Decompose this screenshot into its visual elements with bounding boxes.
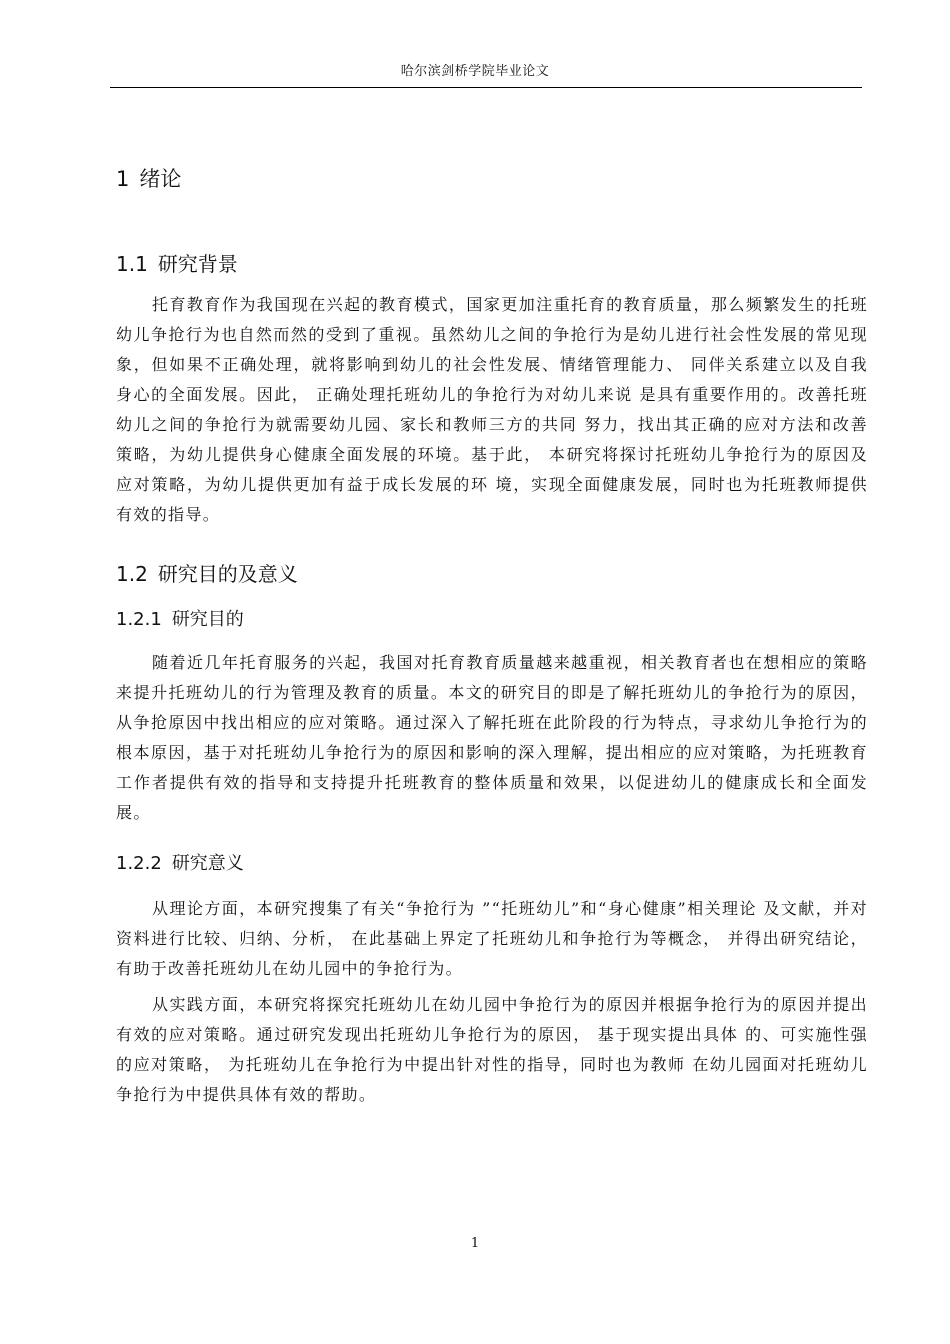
- section-title: 研究目的及意义: [157, 562, 298, 586]
- section-number: 1.2: [116, 562, 148, 586]
- chapter-heading: [116, 164, 181, 194]
- purpose-paragraph: 随着近几年托育服务的兴起，我国对托育教育质量越来越重视，相关教育者也在想相应的策略来提升托班幼儿的行为管理及教育的质量。本文的研究目的即是了解托班幼儿的争抢行为的原因，从争抢原因中找出相应的应对策略。通过深入了解托班在此阶段的行为特点，寻求幼儿争抢行为的根本原因，基于对托班幼儿争抢行为的原因和影响的深入理解，提出相应的应对策略，为托班教育工作者提供有效的指导和支持提升托班教育的整体质量和效果，以促进幼儿的健康成长和全面发展。: [116, 653, 868, 822]
- subsection-number: 1.2.2: [116, 853, 162, 874]
- subsection-title: 研究意义: [171, 853, 244, 874]
- section-heading-1-2: [116, 560, 298, 588]
- subsection-title: 研究目的: [171, 609, 244, 630]
- section-number: 1.1: [116, 252, 148, 276]
- theory-significance-paragraph: 从理论方面，本研究搜集了有关“争抢行为 ”“托班幼儿”和“身心健康”相关理论 及文献，并对资料进行比较、归纳、分析， 在此基础上界定了托班幼儿和争抢行为等概念， 并得出研究结论，有助于改善托班幼儿在幼儿园中的争抢行为。: [116, 899, 868, 978]
- page-number: 1: [470, 1236, 480, 1251]
- section-title: 研究背景: [157, 252, 238, 276]
- subsection-heading-1-2-1: [116, 607, 244, 633]
- section-heading-1-1: [116, 250, 238, 278]
- subsection-number: 1.2.1: [116, 609, 162, 630]
- practice-significance-paragraph: 从实践方面，本研究将探究托班幼儿在幼儿园中争抢行为的原因并根据争抢行为的原因并提出有效的应对策略。通过研究发现出托班幼儿争抢行为的原因， 基于现实提出具体 的、可实施性强的应对策略， 为托班幼儿在争抢行为中提出针对性的指导，同时也为教师 在幼儿园面对托班幼儿争抢行为中提供具体有效的帮助。: [116, 995, 868, 1104]
- chapter-number: 1: [116, 167, 130, 191]
- background-paragraph: 托育教育作为我国现在兴起的教育模式，国家更加注重托育的教育质量，那么频繁发生的托班幼儿争抢行为也自然而然的受到了重视。虽然幼儿之间的争抢行为是幼儿进行社会性发展的常见现象，但如果不正确处理，就将影响到幼儿的社会性发展、情绪管理能力、 同伴关系建立以及自我身心的全面发展。因此， 正确处理托班幼儿的争抢行为对幼儿来说 是具有重要作用的。改善托班幼儿之间的争抢行为就需要幼儿园、家长和教师三方的共同 努力，找出其正确的应对方法和改善策略，为幼儿提供身心健康全面发展的环境。基于此， 本研究将探讨托班幼儿争抢行为的原因及应对策略，为幼儿提供更加有益于成长发展的环 境，实现全面健康发展，同时也为托班教师提供有效的指导。: [116, 295, 868, 524]
- header-divider: [110, 87, 862, 88]
- subsection-heading-1-2-2: [116, 851, 244, 877]
- chapter-title: 绪论: [139, 167, 182, 191]
- running-header: 哈尔滨剑桥学院毕业论文: [400, 64, 550, 79]
